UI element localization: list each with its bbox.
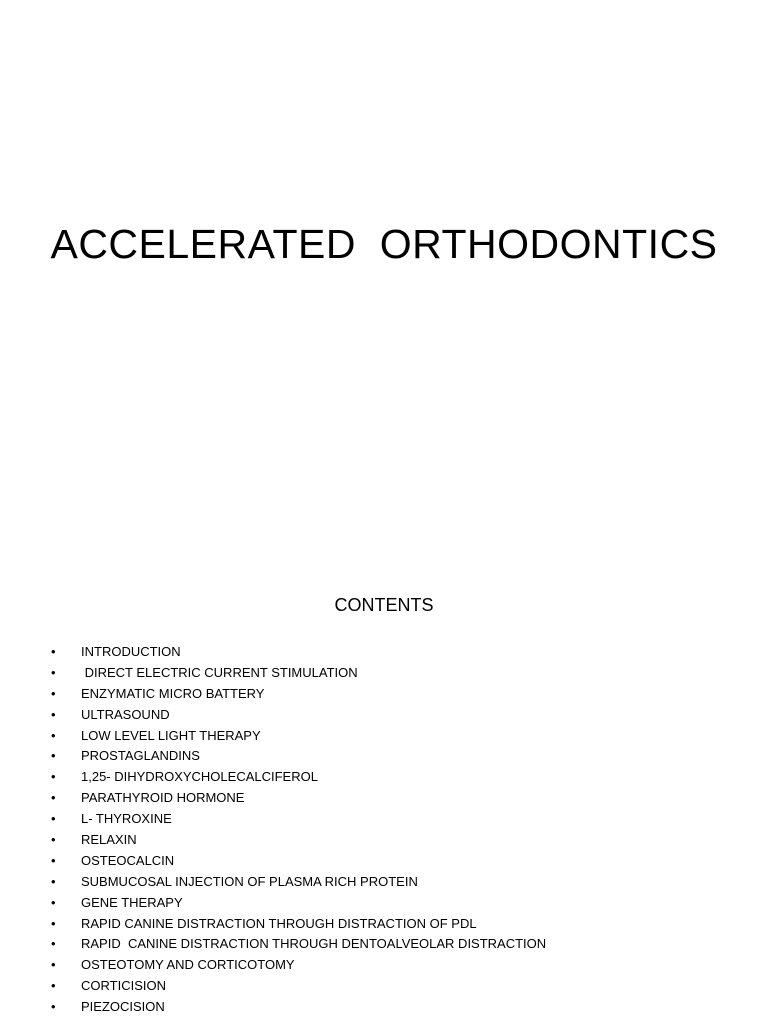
list-item-text: RELAXIN	[81, 832, 137, 848]
list-item	[0, 851, 768, 872]
list-item	[0, 872, 768, 893]
bullet-icon: •	[51, 999, 56, 1015]
list-item-text: GENE THERAPY	[81, 894, 183, 910]
list-item	[0, 893, 768, 914]
list-item	[0, 746, 768, 767]
list-item	[0, 642, 768, 663]
list-item	[0, 663, 768, 684]
bullet-icon: •	[51, 852, 56, 868]
bullet-icon: •	[51, 915, 56, 931]
bullet-icon: •	[51, 727, 56, 743]
list-item-text: OSTEOTOMY AND CORTICOTOMY	[81, 957, 295, 973]
bullet-icon: •	[51, 957, 56, 973]
bullet-icon: •	[51, 769, 56, 785]
contents-heading: CONTENTS	[334, 595, 434, 615]
list-item	[0, 684, 768, 705]
list-item	[0, 788, 768, 809]
bullet-icon: •	[51, 936, 56, 952]
bullet-icon: •	[51, 685, 56, 701]
bullet-icon: •	[51, 894, 56, 910]
bullet-icon: •	[51, 644, 56, 659]
list-item-text: INTRODUCTION	[81, 644, 181, 659]
bullet-icon: •	[51, 706, 56, 722]
list-item	[0, 955, 768, 976]
list-item-text: PIEZOCISION	[81, 999, 165, 1015]
list-item-text: RAPID CANINE DISTRACTION THROUGH DISTRACTION OF PDL	[81, 915, 477, 931]
list-item	[0, 809, 768, 830]
list-item-text: PARATHYROID HORMONE	[81, 790, 245, 806]
list-item	[0, 705, 768, 726]
list-item	[0, 830, 768, 851]
bullet-icon: •	[51, 664, 56, 680]
list-item-text: RAPID CANINE DISTRACTION THROUGH DENTOALVEOLAR DISTRACTION	[81, 936, 547, 952]
list-item	[0, 997, 768, 1018]
list-item-text: 1,25- DIHYDROXYCHOLECALCIFEROL	[81, 769, 318, 785]
list-item-text: ULTRASOUND	[81, 706, 170, 722]
contents-list	[0, 642, 768, 1018]
bullet-icon: •	[51, 811, 56, 827]
list-item-text: OSTEOCALCIN	[81, 852, 175, 868]
bullet-icon: •	[51, 748, 56, 764]
slide-title: ACCELERATED ORTHODONTICS	[50, 221, 718, 267]
list-item-text: SUBMUCOSAL INJECTION OF PLASMA RICH PROTEIN	[81, 873, 418, 889]
list-item-text: CORTICISION	[81, 978, 166, 994]
bullet-icon: •	[51, 873, 56, 889]
bullet-icon: •	[51, 832, 56, 848]
list-item	[0, 726, 768, 747]
list-item-text: L- THYROXINE	[81, 811, 172, 827]
list-item	[0, 934, 768, 955]
bullet-icon: •	[51, 978, 56, 994]
bullet-icon: •	[51, 790, 56, 806]
list-item-text: ENZYMATIC MICRO BATTERY	[81, 685, 265, 701]
list-item-text: PROSTAGLANDINS	[81, 748, 200, 764]
list-item	[0, 914, 768, 935]
list-item	[0, 767, 768, 788]
list-item-text: LOW LEVEL LIGHT THERAPY	[81, 727, 261, 743]
list-item-text: DIRECT ELECTRIC CURRENT STIMULATION	[81, 664, 358, 680]
list-item	[0, 976, 768, 997]
